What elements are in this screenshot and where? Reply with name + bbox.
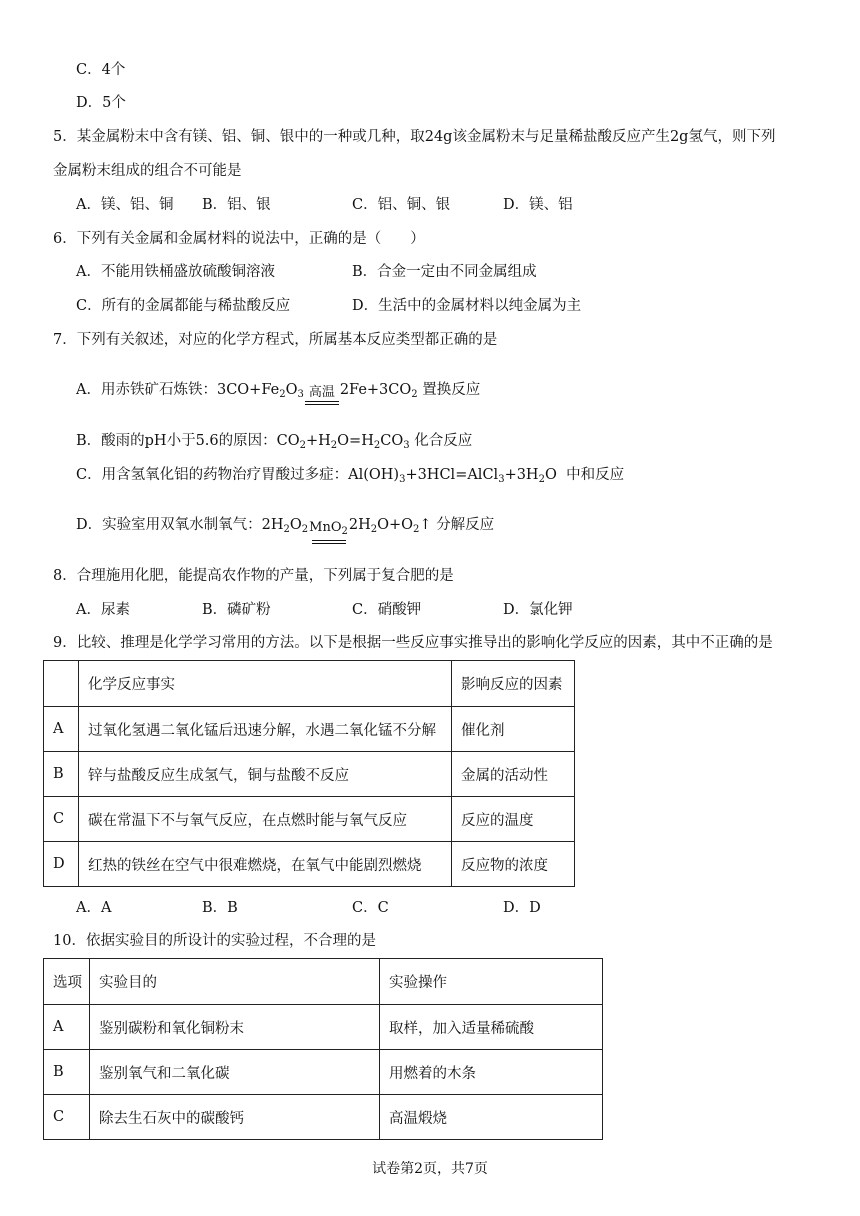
- q7-a-type: 置换反应: [422, 382, 481, 398]
- table-row: B 锌与盐酸反应生成氢气，铜与盐酸不反应 金属的活动性: [44, 752, 575, 797]
- table-row: A 鉴别碳粉和氧化铜粉末 取样，加入适量稀硫酸: [44, 1005, 603, 1050]
- q9-option-b: B．B: [202, 900, 238, 916]
- q7-d-type: 分解反应: [436, 517, 495, 533]
- q8-stem: 8．合理施用化肥，能提高农作物的产量，下列属于复合肥的是: [53, 568, 454, 584]
- q5-option-d: D．镁、铝: [503, 197, 573, 213]
- q7-option-c: C．用含氢氧化铝的药物治疗胃酸过多症：$Al(OH)_3+3HCl=AlCl_3+3H_2O$ 中和反应: [76, 467, 625, 485]
- q10-table: [43, 958, 603, 1140]
- equals-with-condition: 高温: [305, 386, 339, 405]
- q4-option-c: C．4个: [76, 62, 126, 78]
- page-footer: 试卷第2页，共7页: [372, 1161, 488, 1177]
- q6-stem: 6．下列有关金属和金属材料的说法中，正确的是（ ）: [53, 231, 425, 247]
- q8-option-b: B．磷矿粉: [202, 602, 271, 618]
- table-row: C 碳在常温下不与氧气反应，在点燃时能与氧气反应 反应的温度: [44, 797, 575, 842]
- table-row: A 过氧化氢遇二氧化锰后迅速分解，水遇二氧化锰不分解 催化剂: [44, 707, 575, 752]
- q4-option-d: D．5个: [76, 95, 126, 111]
- table-header-row: 化学反应事实 影响反应的因素: [44, 661, 575, 707]
- table-row: D 红热的铁丝在空气中很难燃烧，在氧气中能剧烈燃烧 反应物的浓度: [44, 842, 575, 887]
- table-header-row: 选项 实验目的 实验操作: [44, 959, 603, 1005]
- q9-table: [43, 660, 575, 887]
- q5-stem-line1: 5．某金属粉末中含有镁、铝、铜、银中的一种或几种，取24g该金属粉末与足量稀盐酸反应产生2g氢气，则下列: [53, 129, 776, 145]
- q7-option-b: B．酸雨的pH小于5.6的原因：$CO_2+H_2O=H_2CO_3$ 化合反应: [76, 433, 473, 451]
- q5-option-c: C．铝、铜、银: [352, 197, 451, 213]
- q7-b-type: 化合反应: [414, 433, 473, 449]
- q9-option-a: A．A: [76, 900, 112, 916]
- q6-option-c: C．所有的金属都能与稀盐酸反应: [76, 298, 291, 314]
- q9-option-c: C．C: [352, 900, 389, 916]
- q9-option-d: D．D: [503, 900, 541, 916]
- q6-option-b: B．合金一定由不同金属组成: [352, 264, 537, 280]
- q7-a-prefix: A．用赤铁矿石炼铁：3CO+Fe: [76, 382, 280, 398]
- q8-option-c: C．硝酸钾: [352, 602, 422, 618]
- table-row: C 除去生石灰中的碳酸钙 高温煅烧: [44, 1095, 603, 1140]
- q6-option-d: D．生活中的金属材料以纯金属为主: [352, 298, 582, 314]
- q8-option-a: A．尿素: [76, 602, 130, 618]
- q7-option-d: D．实验室用双氧水制氧气：$2H_2O_2$ MnO$_2$ $2H_2O+O_2↑$ 分解反应: [76, 515, 494, 544]
- q5-option-b: B．铝、银: [202, 197, 271, 213]
- q7-option-a: A．用赤铁矿石炼铁：$3CO+Fe_2O_3$ 高温 $2Fe+3CO_2$ 置换反应: [76, 380, 480, 405]
- q10-stem: 10．依据实验目的所设计的实验过程，不合理的是: [53, 933, 376, 949]
- q6-option-a: A．不能用铁桶盛放硫酸铜溶液: [76, 264, 275, 280]
- table-row: B 鉴别氧气和二氧化碳 用燃着的木条: [44, 1050, 603, 1095]
- q9-stem: 9．比较、推理是化学学习常用的方法。以下是根据一些反应事实推导出的影响化学反应的因素，其中不正确的是: [53, 635, 773, 651]
- equals-with-condition: MnO$_2$: [309, 521, 348, 544]
- q7-c-type: 中和反应: [566, 467, 625, 483]
- q5-option-a: A．镁、铝、铜: [76, 197, 174, 213]
- q5-stem-line2: 金属粉末组成的组合不可能是: [53, 163, 242, 179]
- q7-stem: 7．下列有关叙述，对应的化学方程式，所属基本反应类型都正确的是: [53, 332, 498, 348]
- q8-option-d: D．氯化钾: [503, 602, 573, 618]
